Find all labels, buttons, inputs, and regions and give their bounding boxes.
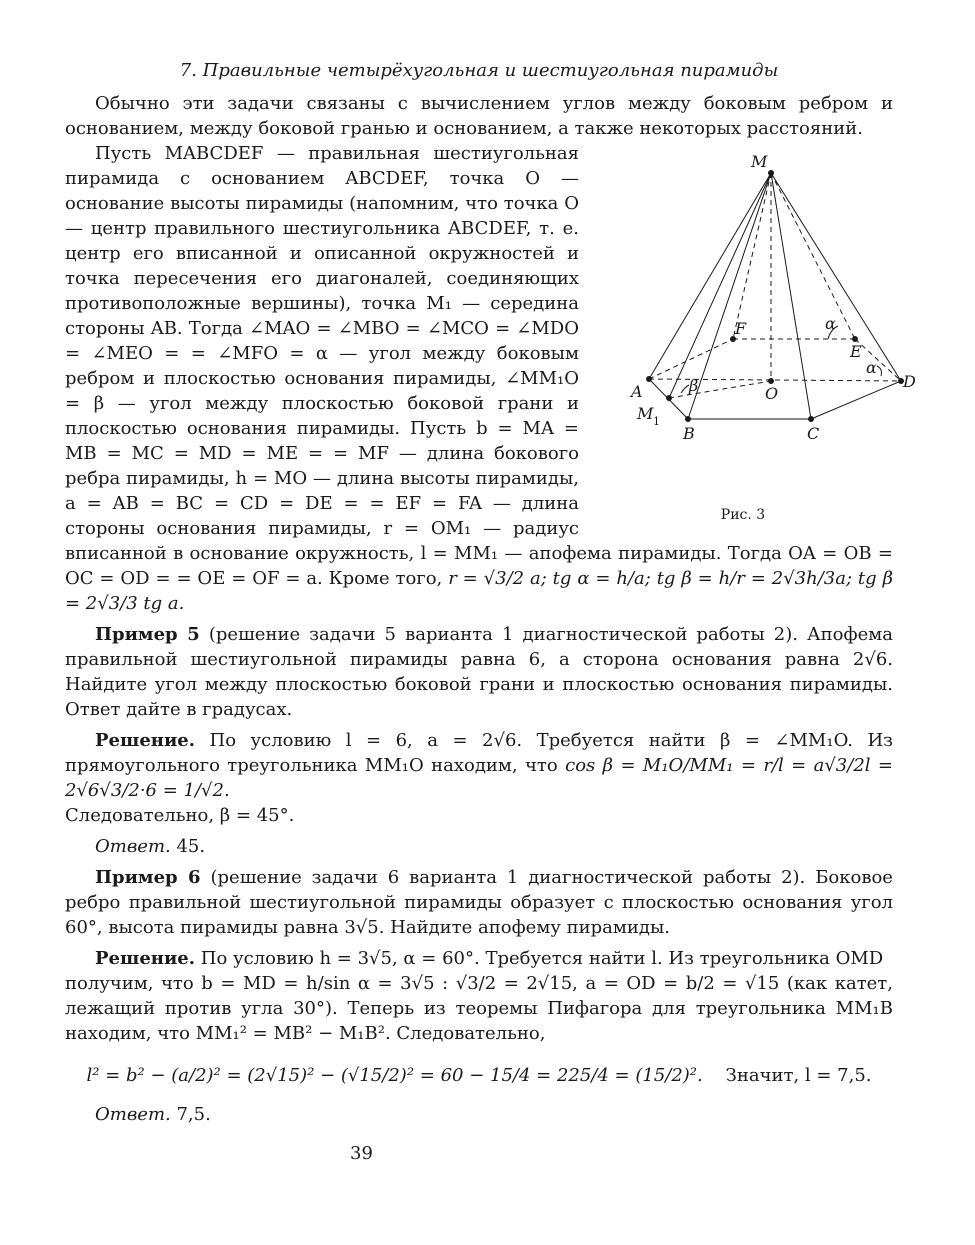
- label-alpha-1: α: [825, 314, 836, 333]
- example5-source: (решение задачи 5 варианта 1 диагностической работы 2).: [208, 624, 798, 645]
- label-C: C: [807, 424, 820, 443]
- example6-answer-value: 7,5.: [176, 1104, 211, 1125]
- example6-solution: [65, 946, 893, 971]
- example6-final-formula-line: [65, 1052, 893, 1100]
- example6-solution-continued: получим, что b = MD = h/sin α = 3√5 : √3/2 = 2√15, a = OD = b/2 = √15 (как катет, лежащий против угла 30°). Теперь из теоремы Пифагора для треугольника MM₁B находим, что MM₁² = MB² − M₁B². Следовательно,: [65, 973, 893, 1044]
- example6-source: (решение задачи 6 варианта 1 диагностической работы 2).: [210, 867, 806, 888]
- example6-final-formula: l² = b² − (a/2)² = (2√15)² − (√15/2)² = 60 − 15/4 = 225/4 = (15/2)².: [86, 1065, 703, 1086]
- example6-conclusion: Значит, l = 7,5.: [725, 1065, 872, 1086]
- example5-answer-label: Ответ.: [95, 836, 171, 857]
- setup-formula: r = √3/2 a; tg α = h/a; tg β = h/r = 2√3h/3a; tg β = 2√3/3 tg a.: [65, 568, 893, 614]
- label-F: F: [735, 319, 747, 338]
- page-body: [65, 60, 916, 1127]
- label-M1: M: [637, 404, 654, 423]
- intro-paragraph: Обычно эти задачи связаны с вычислением углов между боковым ребром и основанием, между боковой гранью и основанием, а также некоторых расстояний.: [65, 93, 893, 139]
- example6-solution-text: По условию h = 3√5, α = 60°. Требуется найти l. Из треугольника OMD: [200, 948, 884, 969]
- example6-title: Пример 6: [95, 867, 201, 888]
- apothem-MM1: [669, 173, 771, 398]
- setup-text: Пусть MABCDEF — правильная шестиугольная пирамида с основанием ABCDEF, точка O — основание высоты пирамиды (напомним, что точка O — центр правильного шестиугольника ABCDEF, т. е. центр его вписанной и описанной окружностей и точка пересечения его диагоналей, соединяющих противоположные вершины), точка M₁ — середина стороны AB. Тогда ∠MAO = ∠MBO = ∠MCO = ∠MDO = ∠MEO = = ∠MFO = α — угол между боковым ребром и плоскостью основания пирамиды, ∠MM₁O = β — угол между плоскостью боковой грани и плоскостью основания пирамиды. Пусть b = MA = MB = MC = MD = ME = = MF — длина бокового ребра пирамиды, h = MO — длина высоты пирамиды, a = AB = BC = CD = DE = = EF = FA — длина стороны основания пирамиды, r = OM₁ — радиус вписанной в основание окружность, l = MM₁ — апофема пирамиды. Тогда OA = OB = OC = OD = = OE = OF = a. Кроме того,: [65, 143, 893, 589]
- edge-MD: [771, 173, 901, 381]
- example5-solution-formula: cos β = M₁O/MM₁ = r/l = a√3/2l = 2√6√3/2·6 = 1/√2.: [65, 755, 893, 801]
- example5-solution: [65, 728, 893, 803]
- label-E: E: [850, 342, 862, 361]
- edge-MA: [649, 173, 771, 379]
- example5-solution-text: По условию l = 6, a = 2√6. Требуется найти β = ∠MM₁O. Из прямоугольного треугольника MM₁O находим, что: [65, 730, 893, 776]
- label-alpha-2: α: [866, 358, 877, 377]
- example5-answer: [65, 834, 893, 859]
- page-number: 39: [350, 1143, 373, 1164]
- example6-problem-text: Боковое ребро правильной шестиугольной пирамиды образует с плоскостью основания угол 60°, высота пирамиды равна 3√5. Найдите апофему пирамиды.: [65, 867, 893, 938]
- example5-title: Пример 5: [95, 624, 200, 645]
- label-A: A: [631, 382, 643, 401]
- example6-answer: [65, 1102, 893, 1127]
- edge-MB: [688, 173, 771, 419]
- label-D: D: [903, 372, 916, 391]
- example5-problem-text: Апофема правильной шестиугольной пирамиды равна 6, а сторона основания равна 2√6. Найдите угол между плоскостью боковой грани и плоскостью основания пирамиды. Ответ дайте в градусах.: [65, 624, 893, 720]
- label-O: O: [765, 384, 779, 403]
- example5-problem: [65, 622, 893, 722]
- label-M1-subscript: 1: [653, 415, 660, 428]
- example5-conclusion: Следовательно, β = 45°.: [65, 805, 295, 826]
- label-beta: β: [689, 376, 699, 395]
- figure-pyramid: [593, 141, 916, 533]
- example6-solution-label: Решение.: [95, 948, 196, 969]
- example6-problem: [65, 865, 893, 940]
- running-header: 7. Правильные четырёхугольная и шестиугольная пирамиды: [179, 60, 779, 81]
- example5-solution-label: Решение.: [95, 730, 196, 751]
- example6-answer-label: Ответ.: [95, 1104, 171, 1125]
- pyramid-diagram: [593, 141, 916, 511]
- label-M: M: [751, 152, 768, 171]
- figure-caption: Рис. 3: [720, 507, 766, 523]
- example5-answer-value: 45.: [176, 836, 206, 857]
- label-B: B: [683, 424, 695, 443]
- edge-MC: [771, 173, 811, 419]
